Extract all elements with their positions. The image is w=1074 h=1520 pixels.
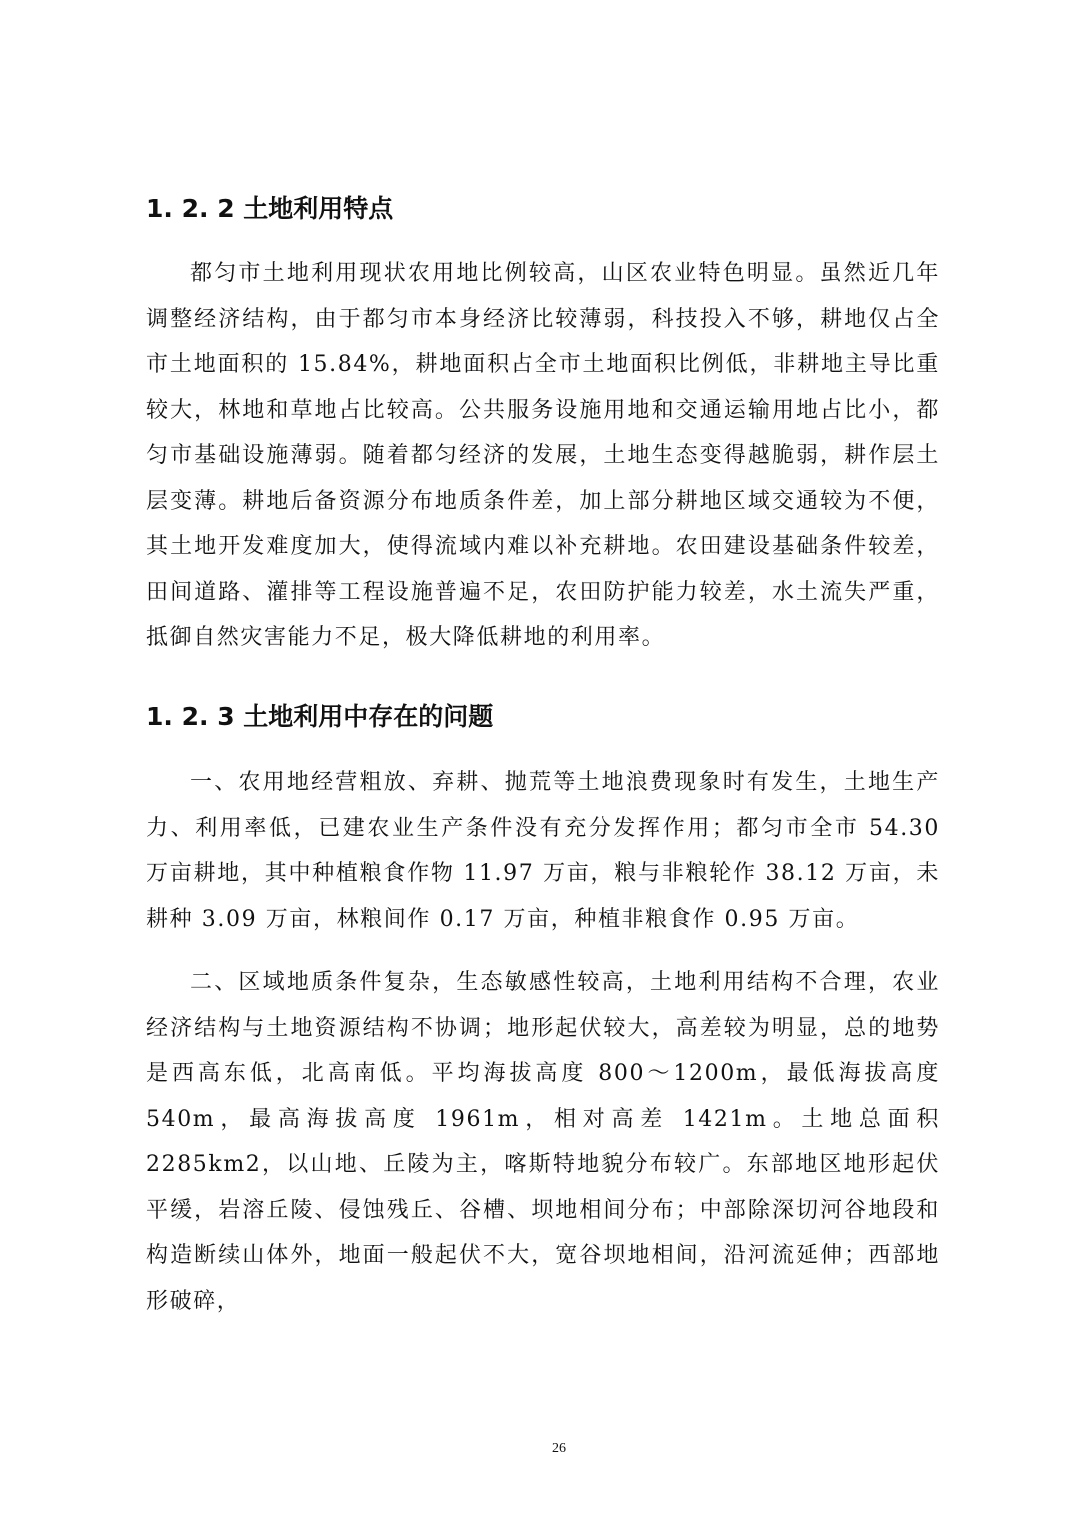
page-number: 26 [552, 1441, 566, 1456]
paragraph-problem-two: 二、区域地质条件复杂，生态敏感性较高，土地利用结构不合理，农业经济结构与土地资源结构不协调；地形起伏较大，高差较为明显，总的地势是西高东低，北高南低。平均海拔高度 800～1200m，最低海拔高度 540m，最高海拔高度 1961m，相对高差 1421m。土地总面积 2285km2，以山地、丘陵为主，喀斯特地貌分布较广。东部地区地形起伏平缓，岩溶丘陵、侵蚀残丘、谷槽、坝地相间分布；中部除深切河谷地段和构造断续山体外，地面一般起伏不大，宽谷坝地相间，沿河流延伸；西部地形破碎， [146, 970, 940, 1314]
paragraph-land-use-characteristics: 都匀市土地利用现状农用地比例较高，山区农业特色明显。虽然近几年调整经济结构，由于都匀市本身经济比较薄弱，科技投入不够，耕地仅占全市土地面积的 15.84%，耕地面积占全市土地面积比例低，非耕地主导比重较大，林地和草地占比较高。公共服务设施用地和交通运输用地占比小，都匀市基础设施薄弱。随着都匀经济的发展，土地生态变得越脆弱，耕作层土层变薄。耕地后备资源分布地质条件差，加上部分耕地区域交通较为不便，其土地开发难度加大，使得流域内难以补充耕地。农田建设基础条件较差，田间道路、灌排等工程设施普遍不足，农田防护能力较差，水土流失严重，抵御自然灾害能力不足，极大降低耕地的利用率。 [146, 261, 940, 650]
paragraph-problem-one: 一、农用地经营粗放、弃耕、抛荒等土地浪费现象时有发生，土地生产力、利用率低，已建农业生产条件没有充分发挥作用；都匀市全市 54.30 万亩耕地，其中种植粮食作物 11.97 万亩，粮与非粮轮作 38.12 万亩，未耕种 3.09 万亩，林粮间作 0.17 万亩，种植非粮食作 0.95 万亩。 [146, 770, 940, 932]
section-heading-1-2-3: 1. 2. 3 土地利用中存在的问题 [146, 702, 494, 731]
section-heading-1-2-2: 1. 2. 2 土地利用特点 [146, 194, 394, 223]
